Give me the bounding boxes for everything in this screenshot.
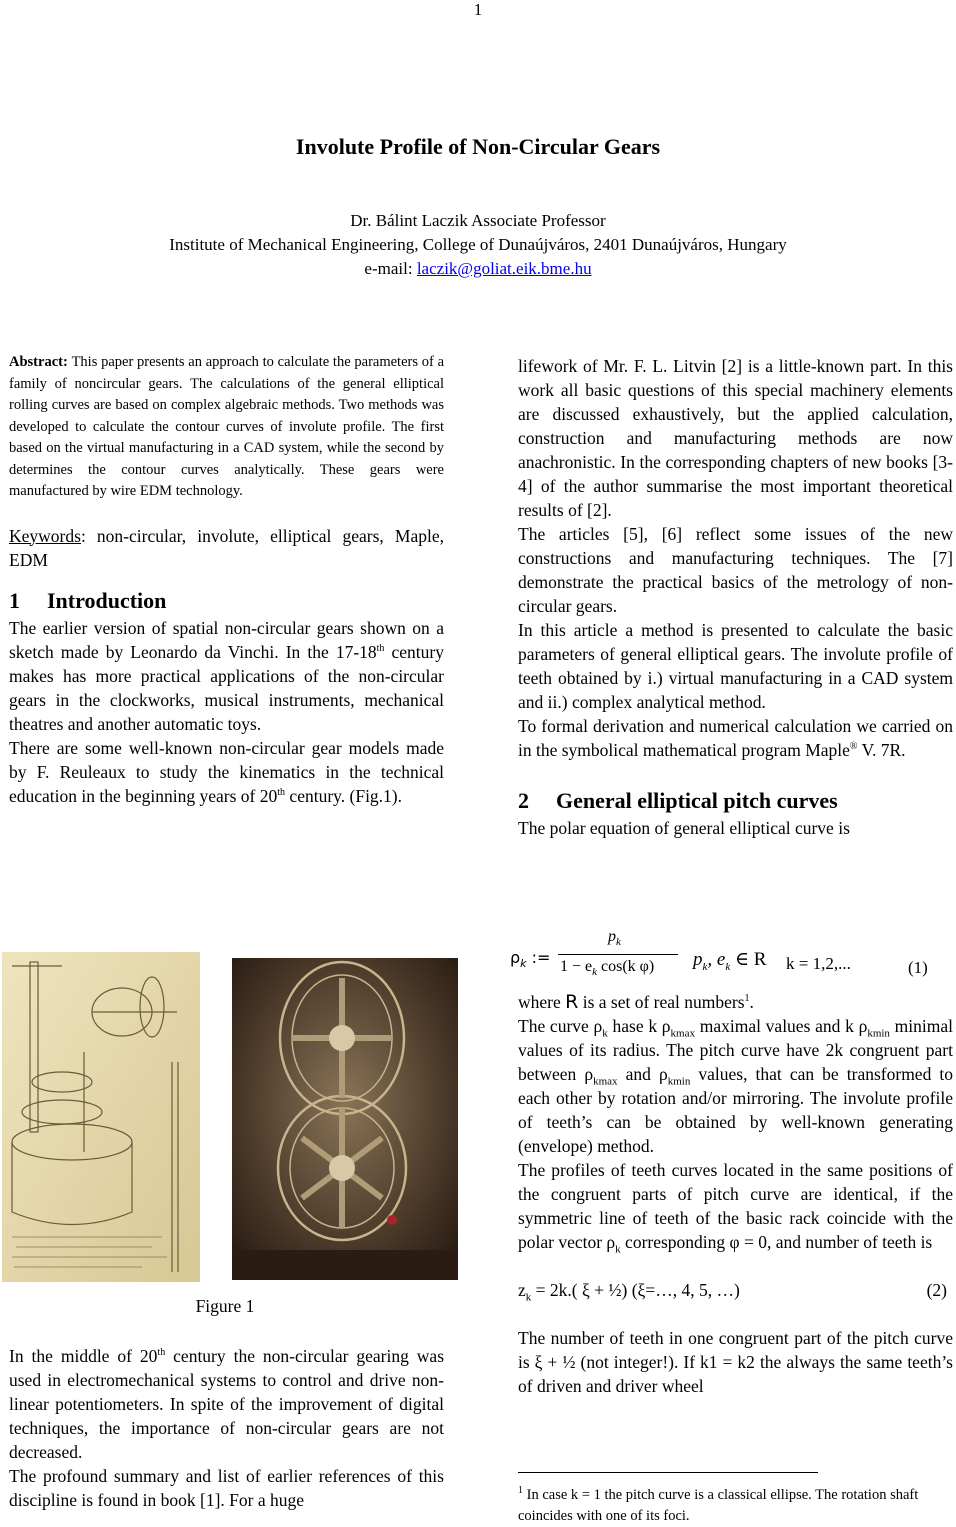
eq1-k-range: k = 1,2,... bbox=[786, 954, 851, 973]
abstract-label: Abstract: bbox=[9, 354, 68, 370]
footnote-rule bbox=[518, 1472, 818, 1473]
eq2-number: (2) bbox=[926, 1280, 947, 1300]
eq2-body: $z_k = 2k$.( ξ + ½) (ξ=…, 4, 5, …) bbox=[518, 1280, 740, 1304]
figure-1-caption: Figure 1 bbox=[195, 1296, 255, 1316]
eq1-lhs: $\rho_k$ := bbox=[510, 948, 551, 971]
teeth-paragraph: The number of teeth in one congruent part of the pitch curve is ξ + ½ (not integer!). If k1 = k2 the always the same teeth’s of driven and driver wheel bbox=[518, 1328, 953, 1396]
section-2-intro: The polar equation of general elliptical curve is bbox=[518, 818, 850, 838]
profiles-paragraph: The profiles of teeth curves located in the same positions of the congruent parts of pitch curve are identical, if the symmetric line of teeth of the basic rack coincide with the polar vector $\rho_k$ corresponding φ = 0, and number of teeth is bbox=[518, 1160, 953, 1256]
abstract bbox=[9, 352, 444, 503]
keywords bbox=[9, 524, 444, 572]
section-2-heading: 2 General elliptical pitch curves bbox=[518, 788, 838, 813]
reuleaux-gear-model-photo bbox=[232, 958, 458, 1280]
keywords-label: Keywords bbox=[9, 525, 81, 546]
eq1-denominator: $1 - e_k$ cos(k φ) bbox=[560, 958, 655, 979]
right-paragraph-2: The articles [5], [6] reflect some issues of the new constructions and manufacturing techniques. The [7] demonstrate the practical basics of the metrology of non-circular gears. bbox=[518, 524, 953, 616]
equation-1 bbox=[510, 928, 950, 984]
author-email bbox=[0, 257, 956, 281]
email-link[interactable]: laczik@goliat.eik.bme.hu bbox=[416, 259, 592, 278]
left-column bbox=[9, 352, 444, 808]
eq1-membership: $p_k$, $e_k$ ∈ R bbox=[693, 949, 767, 973]
intro-paragraph-3: In the middle of 20th century the non-circular gearing was used in electromechanical systems to control and drive non-linear potentiometers. In spite of the improvement of digital techniques, the importance of non-circular gears are not decreased. bbox=[9, 1346, 445, 1462]
leonardo-sketch-image bbox=[2, 952, 200, 1282]
right-column-lower bbox=[518, 990, 953, 1398]
eq1-fraction-bar bbox=[558, 954, 678, 955]
where-line: where R is a set of real numbers$^1$. bbox=[518, 991, 754, 1013]
intro-paragraph-2: There are some well-known non-circular gear models made by F. Reuleaux to study the kinematics in the technical education in the beginning years of 20th century. (Fig.1). bbox=[9, 737, 444, 806]
right-paragraph-3: In this article a method is presented to calculate the basic parameters of general elliptical gears. The involute profile of teeth obtained by i.) virtual manufacturing in a CAD system and ii.) complex analytical method. bbox=[518, 620, 953, 712]
intro-paragraph-4: The profound summary and list of earlier references of this discipline is found in book [1]. For a huge bbox=[9, 1466, 444, 1510]
section-1-heading: 1 Introduction bbox=[9, 587, 167, 613]
intro-paragraph-1: The earlier version of spatial non-circular gears shown on a sketch made by Leonardo da Vinchi. In the 17-18th century makes has more practical applications of the non-circular gears in the clockworks, musical instruments, mechanical theatres and another automatic toys. bbox=[9, 617, 444, 734]
footnote: $^1$ In case k = 1 the pitch curve is a classical ellipse. The rotation shaft coincides with one of its foci. bbox=[518, 1485, 919, 1524]
eq1-number: (1) bbox=[908, 958, 928, 977]
curve-paragraph: The curve $\rho_k$ hase k $\rho_{kmax}$ maximal values and k $\rho_{kmin}$ minimal values of its radius. The pitch curve have 2k congruent part between $\rho_{kmax}$ and $\rho_{kmin}$ values, that can be transformed to each other by rotation and/or mirroring. The involute profile of teeth’s can be obtained by well-known generating (envelope) method. bbox=[518, 1016, 953, 1156]
page-number: 1 bbox=[473, 0, 483, 19]
right-paragraph-4: To formal derivation and numerical calculation we carried on in the symbolical mathematical program Maple® V. 7R. bbox=[518, 716, 953, 760]
paper-title: Involute Profile of Non-Circular Gears bbox=[295, 134, 661, 159]
keywords-text: : non-circular, involute, elliptical gears, Maple, EDM bbox=[9, 525, 444, 570]
right-column bbox=[518, 354, 953, 840]
email-label: e-mail: bbox=[364, 259, 417, 278]
author-affiliation: Institute of Mechanical Engineering, College of Dunaújváros, 2401 Dunaújváros, Hungary bbox=[169, 235, 787, 254]
author-name: Dr. Bálint Laczik Associate Professor bbox=[350, 211, 606, 230]
abstract-text: This paper presents an approach to calculate the parameters of a family of noncircular gears. The calculations of the general elliptical rolling curves are based on complex algebraic methods. Two methods was developed to calculate the contour curves of involute profile. The first based on the virtual manufacturing in a CAD system, while the second by determines the contour curves analytically. These gears were manufactured by wire EDM technology. bbox=[9, 354, 445, 499]
right-paragraph-1: lifework of Mr. F. L. Litvin [2] is a little-known part. In this work all basic questions of this special machinery elements are discussed exhaustively, but the applied calculation, construction and manufacturing methods are now anachronistic. In the corresponding chapters of new books [3-4] of the author summarise the most important theoretical results of [2]. bbox=[518, 356, 953, 520]
eq1-numerator: $p_k$ bbox=[608, 928, 621, 949]
left-column-lower bbox=[9, 1344, 444, 1512]
equation-2 bbox=[518, 1278, 953, 1302]
